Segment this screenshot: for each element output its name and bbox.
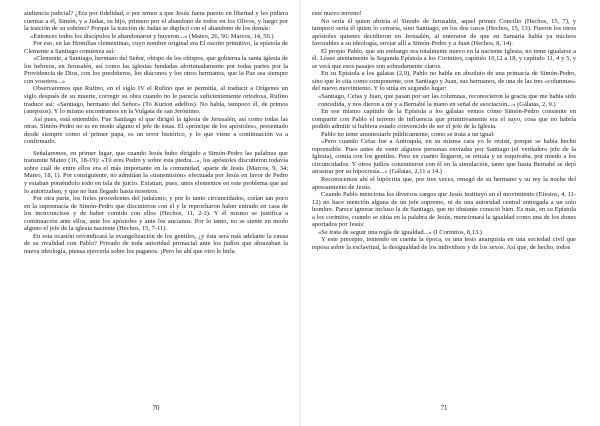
right-page-number: 71: [440, 404, 448, 412]
paragraph: Por eso, en las Homilías clementinas, cuyo nombre original era El escrito primitivo, la epístola de Clemente a Santiago comienza así:: [24, 40, 288, 55]
paragraph: Por otra parte, los fieles procedentes del judaísmo, y por lo tanto circuncidados, creían tan poco en la supremacía de Simón-Pedro que discutieron con él y le reprocharon haber entrado en casa de los incircuncisos y de haber comido con ellos (Hechos, 11, 2-3). Y él mismo se justifica a continuación ante ellos, ante los apóstoles y ante los ancianos. Por lo tanto, no se siente en modo alguno el jefe de la iglesia naciente (Hechos, 15, 7-11).: [24, 195, 288, 233]
paragraph: En ese mismo capítulo de la Epístola a los gálatas vemos cómo Simón-Pedro consiente en compartir con Pablo el terreno de influencia que primitivamente era el suyo, cosa que no habría podido admitir si hubiera estado convencido de ser el jefe de la Iglesia.: [312, 108, 576, 131]
paragraph: Observaremos que Rufino, en el siglo IV el Rufino que se permitía, al traducir a Orígenes un siglo después de su muerte, corregir su obra cuando no le parecía suficientemente ortodoxa, Rufino traduce así: «Santiago, hermano del Señor» (To Kurion adelfos). No habla, tampoco él, de primos (anepsios). Y lo mismo encontramos en la Vulgata de san Jerónimo.: [24, 85, 288, 116]
left-page: [24, 10, 288, 414]
paragraph: En esta ocasión reivindicará la evangelización de los gentiles, ¿y ésta será más adelante la causa de su rivalidad con Pablo? Privado de toda autoridad primacial ante los judíos que abrazaban la nueva ideología, piensa ejercerla sobre los paganos. ¡Pero he ahí que otro le birla: [24, 232, 288, 255]
right-page: [312, 10, 576, 414]
paragraph: este nuevo terreno!: [312, 10, 362, 17]
paragraph: Pablo no teme amonestarle públicamente, como se trata a un igual:: [321, 130, 495, 138]
paragraph: «Clemente, a Santiago, hermano del Señor, obispo de los obispos, que gobierna la santa iglesia de los hebreos, en Jerusalén, así como las iglesias fundadas afortunadamente por todas partes por la Providencia de Dios, con los presbíteros, los diáconos y los otros hermanos, que la Paz sea siempre con vosotros...»: [24, 55, 288, 85]
paragraph: Y este precepto, teniendo en cuenta la época, es una tesis anarquista en una sociedad civil que reposa sobre la esclavitud, la desigualdad de los individuos y de los sexos. Así que, de hecho, todos: [312, 236, 576, 251]
paragraph: No sería él quien abriría el Sínodo de Jerusalén, aquel primer Concilio (Hechos, 15, 7), y tampoco sería él quien lo cerraría, sino Santiago, en los dos casos (Hechos, 15, 13). Fueron los otros apóstoles quienes decidieron en Jerusalén, al enterarse de que en Samaria había ya núcleos favorables a su ideología, enviar allí a Simón-Pedro y a Juan (Hechos, 8, 14).: [312, 17, 576, 48]
paragraph: Señalaremos, en primer lugar, que cuando Jesús hubo dirigido a Simón-Pedro las palabras que transmite Mateo (16, 18-19): «Tú eres Pedro y sobre esta piedra...», los apóstoles discutieron todavía sobre cuál de entre ellos era el más importante en la comunidad, aparte de Jesús (Marcos, 9, 34; Mateo, 18, 1). Por consiguiente, no admitían la «transmisión» efectuada por Jesús en favor de Pedro y estaban poniéndolo todo en tela de juicio. Existían, pues, unos elementos en este problema que así lo autorizaban, y que no han llegado hasta nosotros.: [24, 149, 288, 195]
paragraph: «Pero cuando Cefas fue a Antioquía, en su misma cara yo le resistí, porque se había hecho reprensible. Pues antes de venir algunos personas enviadas por Santiago (el verdadero jefe de la Iglesia), comía con los gentiles. Pero en cuanto llegaron, se retraía y se esquivaba, por miedo a los circuncidados. Y otros judíos consintieron con él en la simulación, tanto que hasta Bernabé se dejó arrastrar por su hipocresía...» (Gálatas, 2,11 a 14.): [312, 138, 576, 176]
paragraph: Cuando Pablo menciona los diversos cargos que Jesús instituyó en el movimiento (Efesios, 4, 11-12) no hace mención alguna de un jefe supremo, ni de una autoridad central entregada a un solo hombre. Parece ignorar incluso la de Santiago, que no obstante conoció bien. Es más, en su Epístola a los corintios, cuando se sitúa en la palabra de Jesús, mencionará la igualdad como una de los dones aportados por Jesús:: [312, 191, 576, 229]
paragraph: audiencia judicial? ¿Era por fidelidad, o por temor a que Jesús fuera puesto en libertad y les pidiera cuentas a él, Simón, y a Judas, su hijo, primero por el abandono de todos en los Olivos, y luego por la traición de su sobrino? Porque la traición de Judas se duplicó con el abandono de los demás:: [24, 10, 288, 33]
book-gutter: [299, 0, 301, 426]
paragraph: «Santiago, Cefas y Juan, que pasan por ser las columnas, reconocieron la gracia que me había sido concedida, y nos dieron a mí y a Bernabé la mano en señal de asociación...» (Gálatas, 2, 9.): [318, 93, 576, 108]
paragraph: Así pues, está entendido. Fue Santiago el que dirigió la iglesia de Jerusalén, así como todas las otras. Simón-Pedro no es en modo alguno el jefe de éstas. El «príncipe de los apóstoles», presentado desde siempre como el primer papa, es un error histórico, y lo que viene a continuación va a confirmarlo.: [24, 115, 288, 146]
paragraph: En su Epístola a los gálatas (2,9), Pablo no habla en absoluto de una primacía de Simón-Pedro, sino que lo cita como componente, con Santiago y Juan, sus hermanos, de una de las tres «columnas» del nuevo movimiento. Y lo sitúa en segundo lugar:: [312, 70, 576, 93]
paragraph: El propio Pablo, que sin embargo era totalmente nuevo en la naciente Iglesia, no teme igualarse a él. Léase atentamente la Segunda Epístola a los Corintios, capítulo 10,12 a 18, y capítulo 11, 4 y 5, y se verá que esos pasajes son sobradamente claros.: [312, 47, 576, 70]
right-page-text: [312, 10, 576, 252]
paragraph: «Se trata de seguir una regla de igualdad...» (I Corintios, 8,13.): [318, 228, 482, 236]
left-page-text: [24, 10, 288, 256]
left-page-number: 70: [152, 404, 160, 412]
paragraph: Reconocemos ahí el hipócrita que, por tres veces, renegó de su hermano y su rey la noche del apresamiento de Jesús.: [312, 176, 576, 191]
paragraph: «Entonces todos los discípulos le abandonaron y huyeron...» (Mateo, 26, 56; Marcos, 14, 50.): [30, 32, 274, 40]
